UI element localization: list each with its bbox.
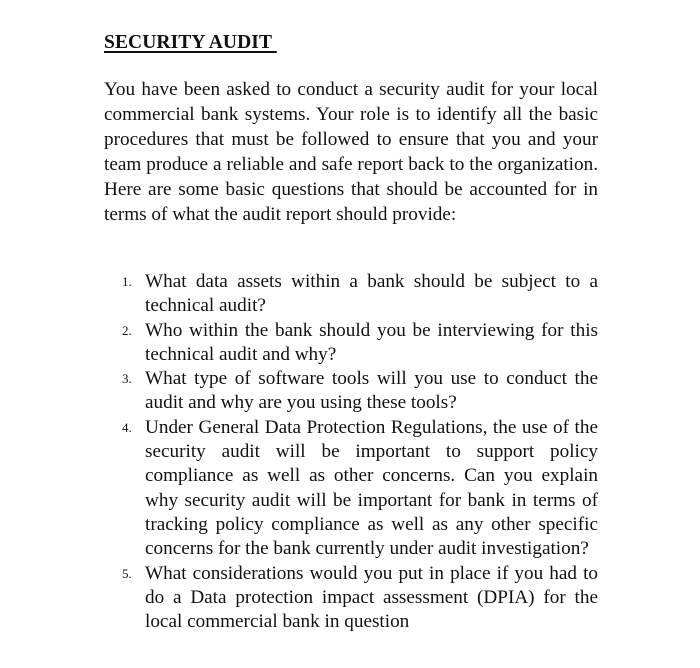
question-text: What data assets within a bank should be subject to a technical audit?	[145, 271, 598, 317]
question-number: 4.	[122, 419, 132, 435]
question-number: 2.	[122, 322, 132, 338]
question-text: Who within the bank should you be interviewing for this technical audit and why?	[145, 319, 598, 365]
question-number: 3.	[122, 371, 132, 387]
question-item	[104, 562, 598, 635]
question-text: What considerations would you put in place if you had to do a Data protection impact assessment (DPIA) for the local commercial bank in question	[145, 562, 598, 633]
question-item	[104, 319, 598, 368]
question-list	[104, 270, 598, 634]
question-item	[104, 416, 598, 562]
question-item	[104, 270, 598, 319]
question-text: What type of software tools will you use to conduct the audit and why are you using these tools?	[145, 368, 598, 414]
question-number: 5.	[122, 565, 132, 581]
question-item	[104, 367, 598, 416]
document-title: SECURITY AUDIT	[104, 32, 277, 53]
question-text: Under General Data Protection Regulations, the use of the security audit will be important to support policy compliance as well as other concerns. Can you explain why security audit will be important for bank in terms of tracking policy compliance as well as any other specific concerns for the bank currently under audit investigation?	[145, 416, 598, 560]
question-number: 1.	[122, 274, 132, 289]
intro-paragraph: You have been asked to conduct a security audit for your local commercial bank systems. Your role is to identify all the basic procedures that must be followed to ensure that you and your team produce a reliable and safe report back to the organization. Here are some basic questions that should be accounted for in terms of what the audit report should provide:	[104, 79, 598, 225]
